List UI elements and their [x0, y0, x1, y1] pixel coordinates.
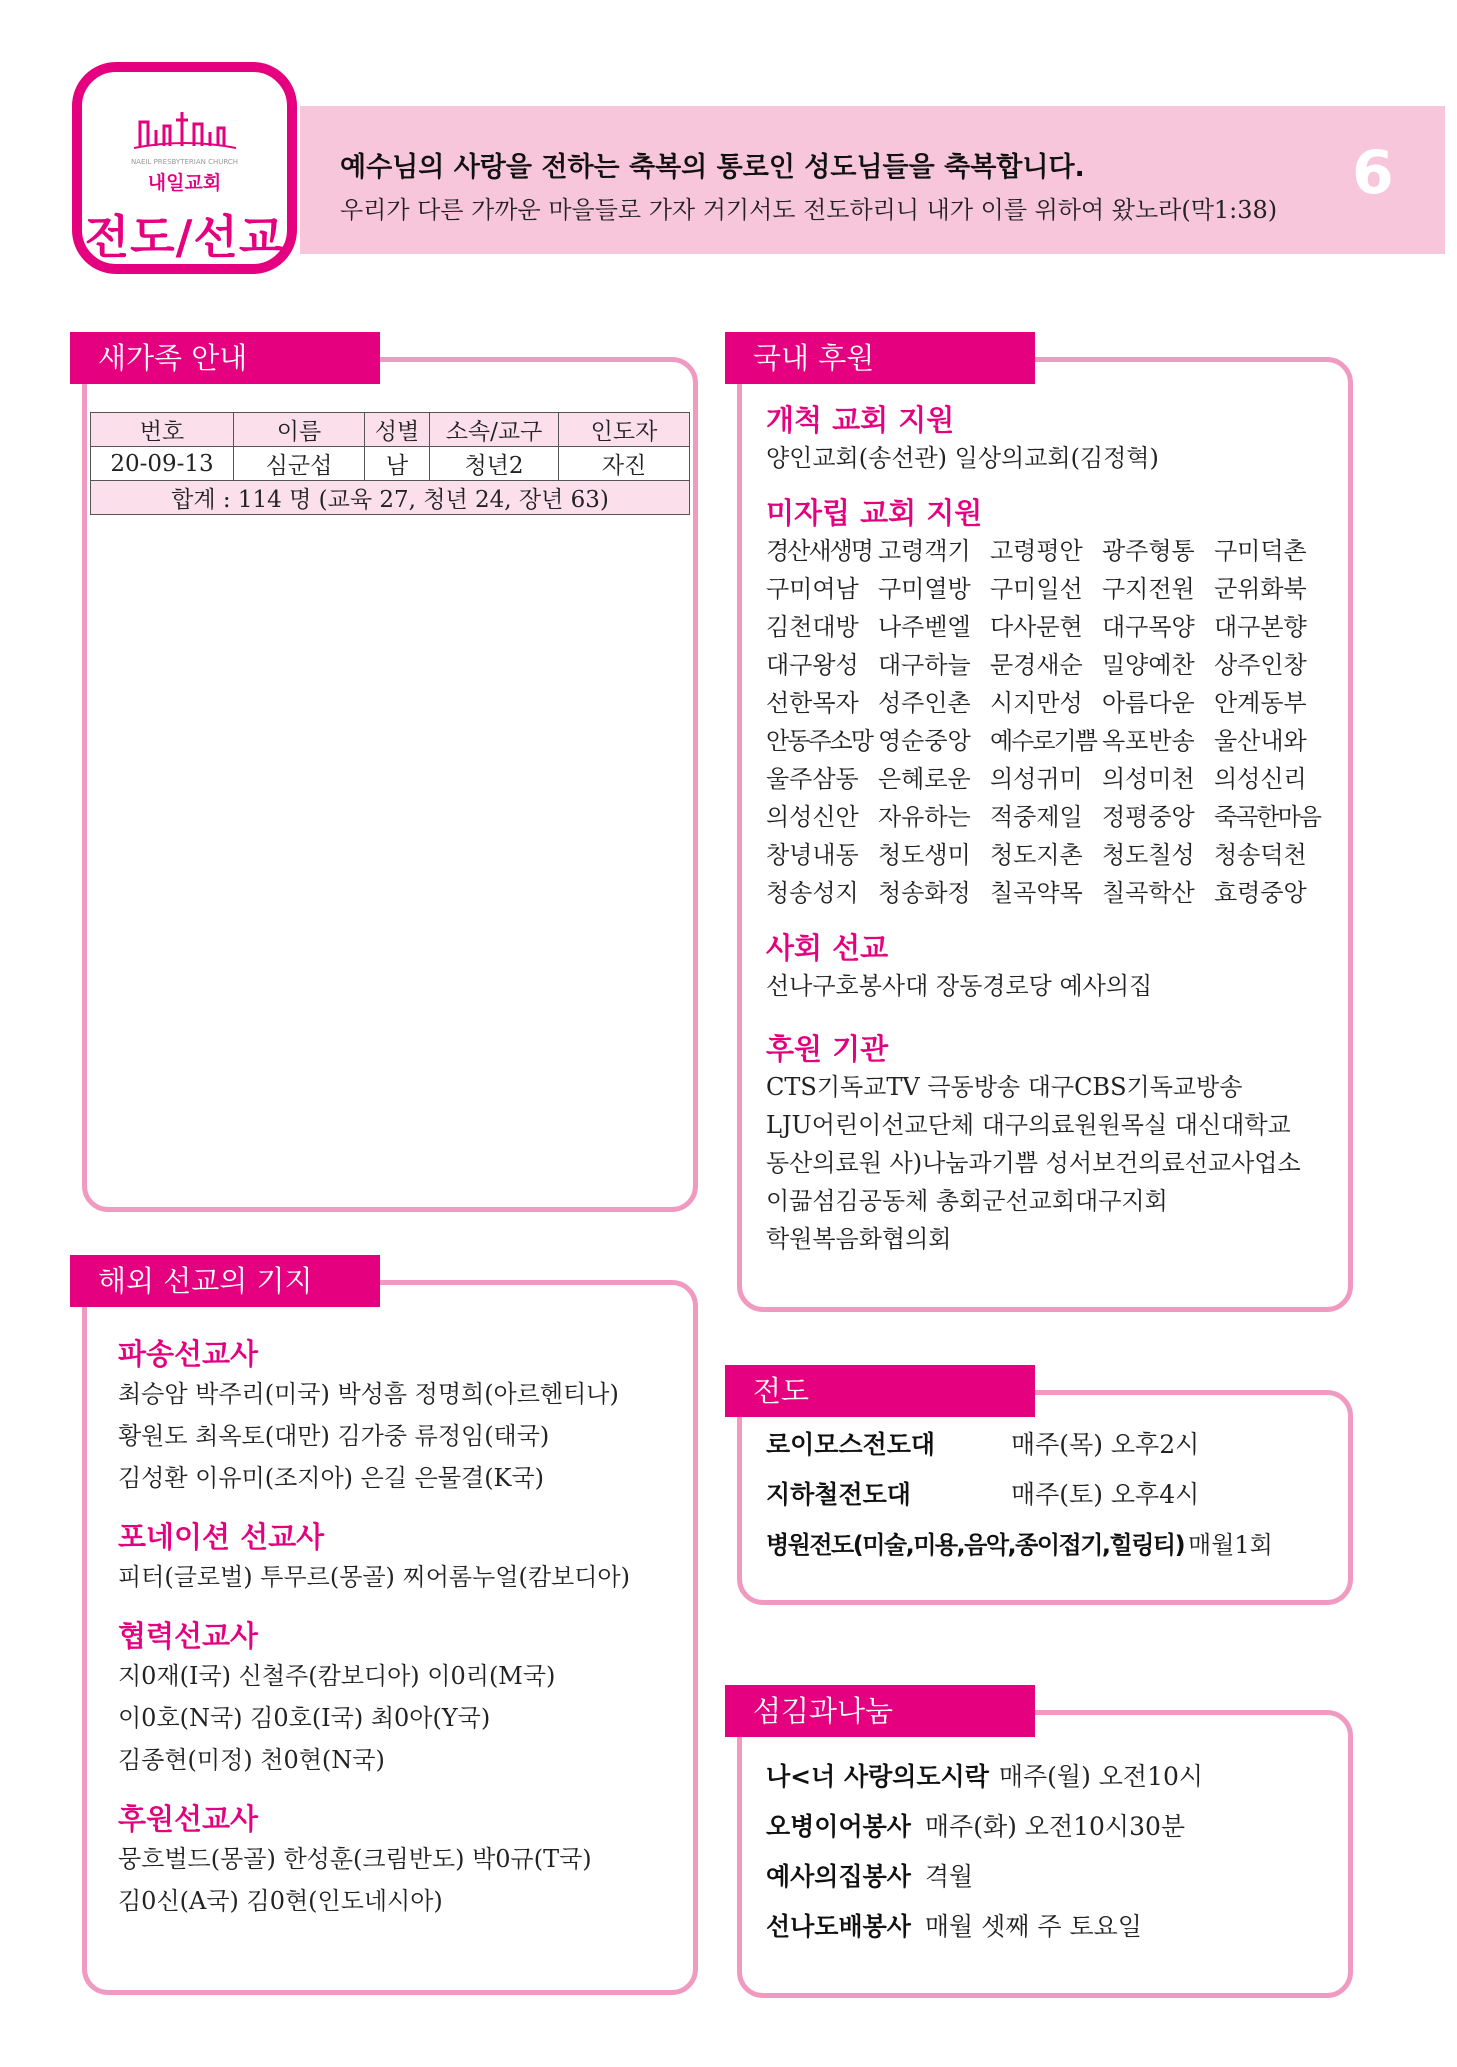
mission-group-title: 협력선교사 [118, 1619, 259, 1653]
church-name: 의성신리 [1214, 765, 1307, 793]
church-name: 성주인촌 [878, 689, 971, 717]
evangelism-name: 로이모스전도대 [766, 1430, 936, 1459]
pioneer-text: 양인교회(송선관) 일상의교회(김정혁) [766, 444, 1159, 472]
mission-line: 피터(글로벌) 투무르(몽골) 찌어롬누얼(캄보디아) [118, 1563, 630, 1591]
support-line: 이끎섬김공동체 총회군선교회대구지회 [766, 1187, 1168, 1215]
church-name: 효령중앙 [1214, 879, 1307, 907]
table-cell: 남 [365, 447, 430, 481]
mission-line: 황원도 최옥토(대만) 김가중 류정임(태국) [118, 1422, 550, 1450]
evangelism-schedule: 매주(목) 오후2시 [1011, 1430, 1200, 1459]
service-item [766, 1902, 1346, 1952]
church-name: 청도지촌 [990, 841, 1083, 869]
evangelism-schedule: 매월1회 [1188, 1531, 1273, 1559]
church-name: 청송성지 [766, 879, 859, 907]
church-name: 은혜로운 [878, 765, 971, 793]
evangelism-name: 지하철전도대 [766, 1480, 911, 1509]
service-name: 예사의집봉사 [766, 1862, 911, 1891]
domestic-support-tab: 국내 후원 [725, 332, 1035, 384]
church-name: 안동주소망 [766, 727, 872, 755]
church-name: 광주형통 [1102, 537, 1195, 565]
church-name: 칠곡약목 [990, 879, 1083, 907]
church-name: 예수로기쁨 [990, 727, 1096, 755]
overseas-content [118, 1332, 688, 1922]
church-name: 고령평안 [990, 537, 1083, 565]
logo-small-text: NAEIL PRESBYTERIAN CHURCH [130, 158, 239, 166]
church-name: 나주벧엘 [878, 613, 971, 641]
church-name: 김천대방 [766, 613, 859, 641]
page-number: 6 [1352, 138, 1394, 208]
church-name: 구미여남 [766, 575, 859, 603]
table-cell: 청년2 [430, 447, 559, 481]
church-name: 의성귀미 [990, 765, 1083, 793]
evangelism-item [766, 1520, 1346, 1570]
support-line: LJU어린이선교단체 대구의료원원목실 대신대학교 [766, 1111, 1291, 1139]
evangelism-schedule: 매주(토) 오후4시 [1011, 1480, 1200, 1509]
table-cell: 심군섭 [234, 447, 365, 481]
mission-group-title: 후원선교사 [118, 1802, 259, 1836]
mission-line: 최승암 박주리(미국) 박성흠 정명희(아르헨티나) [118, 1380, 619, 1408]
column-header: 소속/교구 [430, 413, 559, 447]
church-name: 창녕내동 [766, 841, 859, 869]
table-cell: 자진 [559, 447, 690, 481]
support-line: 학원복음화협의회 [766, 1225, 952, 1253]
mission-line: 지0재(I국) 신철주(캄보디아) 이0리(M국) [118, 1662, 556, 1690]
church-name: 다사문현 [990, 613, 1083, 641]
church-name: 대구목양 [1102, 613, 1195, 641]
service-schedule: 매주(화) 오전10시30분 [924, 1812, 1186, 1841]
church-name: 구미열방 [878, 575, 971, 603]
church-name: 의성미천 [1102, 765, 1195, 793]
church-name: 구지전원 [1102, 575, 1195, 603]
service-schedule: 매주(월) 오전10시 [998, 1762, 1204, 1791]
church-name: 청도생미 [878, 841, 971, 869]
church-name: 군위화북 [1214, 575, 1307, 603]
church-name: 선한목자 [766, 689, 859, 717]
mission-line: 김종현(미정) 천0현(N국) [118, 1746, 385, 1774]
service-item [766, 1802, 1346, 1852]
service-content [766, 1752, 1346, 1952]
column-header: 성별 [365, 413, 430, 447]
church-name: 적중제일 [990, 803, 1083, 831]
mission-group-title: 포네이션 선교사 [118, 1520, 325, 1554]
evangelism-item [766, 1470, 1346, 1520]
table-total-row [91, 481, 690, 515]
service-name: 오병이어봉사 [766, 1812, 911, 1841]
mission-line: 이0호(N국) 김0호(I국) 최0아(Y국) [118, 1704, 491, 1732]
church-logo-icon [130, 102, 240, 152]
mission-line: 김성환 이유미(조지아) 은길 은물결(K국) [118, 1464, 545, 1492]
unestablished-church-grid [766, 532, 1336, 912]
support-line: CTS기독교TV 극동방송 대구CBS기독교방송 [766, 1073, 1243, 1101]
table-header-row [91, 413, 690, 447]
domestic-support-content [766, 398, 1336, 1258]
social-text: 선나구호봉사대 장동경로당 예사의집 [766, 972, 1153, 1000]
church-name: 아름다운 [1102, 689, 1195, 717]
section-title: 전도/선교 [84, 210, 285, 264]
banner-headline: 예수님의 사랑을 전하는 축복의 통로인 성도님들을 축복합니다. [340, 152, 1085, 183]
evangelism-tab: 전도 [725, 1365, 1035, 1417]
column-header: 이름 [234, 413, 365, 447]
church-name: 대구본향 [1214, 613, 1307, 641]
banner-verse: 우리가 다른 가까운 마을들로 가자 거기서도 전도하리니 내가 이를 위하여 왔노라(막1:38) [340, 196, 1278, 224]
church-name: 대구왕성 [766, 651, 859, 679]
church-name: 밀양예찬 [1102, 651, 1195, 679]
church-name: 상주인창 [1214, 651, 1307, 679]
evangelism-item [766, 1420, 1346, 1470]
new-family-tab: 새가족 안내 [70, 332, 380, 384]
evangelism-content [766, 1420, 1346, 1570]
church-name: 울주삼동 [766, 765, 859, 793]
service-name: 선나도배봉사 [766, 1912, 911, 1941]
mission-group-title: 파송선교사 [118, 1337, 259, 1371]
logo-box [72, 62, 297, 274]
unestablished-title: 미자립 교회 지원 [766, 496, 983, 530]
service-tab: 섬김과나눔 [725, 1685, 1035, 1737]
church-name: 자유하는 [878, 803, 971, 831]
pioneer-title: 개척 교회 지원 [766, 403, 955, 437]
logo-name: 내일교회 [147, 172, 222, 194]
column-header: 번호 [91, 413, 234, 447]
column-header: 인도자 [559, 413, 690, 447]
overseas-tab: 해외 선교의 기지 [70, 1255, 380, 1307]
service-item [766, 1752, 1346, 1802]
church-name: 고령객기 [878, 537, 971, 565]
table-cell: 20-09-13 [91, 447, 234, 481]
church-name: 문경새순 [990, 651, 1083, 679]
table-row [91, 447, 690, 481]
church-name: 경산새생명 [766, 537, 872, 565]
church-name: 영순중앙 [878, 727, 971, 755]
support-title: 후원 기관 [766, 1032, 889, 1066]
church-name: 대구하늘 [878, 651, 971, 679]
evangelism-name: 병원전도(미술,미용,음악,종이접기,힐링티) [766, 1531, 1185, 1559]
mission-line: 김0신(A국) 김0현(인도네시아) [118, 1887, 443, 1915]
church-name: 구미일선 [990, 575, 1083, 603]
support-line: 동산의료원 사)나눔과기쁨 성서보건의료선교사업소 [766, 1149, 1301, 1177]
social-title: 사회 선교 [766, 931, 889, 965]
church-name: 구미덕촌 [1214, 537, 1307, 565]
service-item [766, 1852, 1346, 1902]
service-schedule: 매월 셋째 주 토요일 [924, 1912, 1142, 1941]
church-name: 청송덕천 [1214, 841, 1307, 869]
church-name: 청송화정 [878, 879, 971, 907]
total-cell: 합계 : 114 명 (교육 27, 청년 24, 장년 63) [91, 481, 690, 515]
church-name: 칠곡학산 [1102, 879, 1195, 907]
church-name: 안계동부 [1214, 689, 1307, 717]
church-name: 죽곡한마음 [1214, 803, 1320, 831]
new-family-table [90, 412, 690, 515]
church-name: 울산내와 [1214, 727, 1307, 755]
church-name: 의성신안 [766, 803, 859, 831]
church-name: 시지만성 [990, 689, 1083, 717]
service-schedule: 격월 [924, 1862, 974, 1891]
church-name: 정평중앙 [1102, 803, 1195, 831]
mission-line: 뭉흐벌드(몽골) 한성훈(크림반도) 박0규(T국) [118, 1845, 592, 1873]
church-name: 청도칠성 [1102, 841, 1195, 869]
church-name: 옥포반송 [1102, 727, 1195, 755]
service-name: 나<너 사랑의도시락 [766, 1762, 989, 1791]
